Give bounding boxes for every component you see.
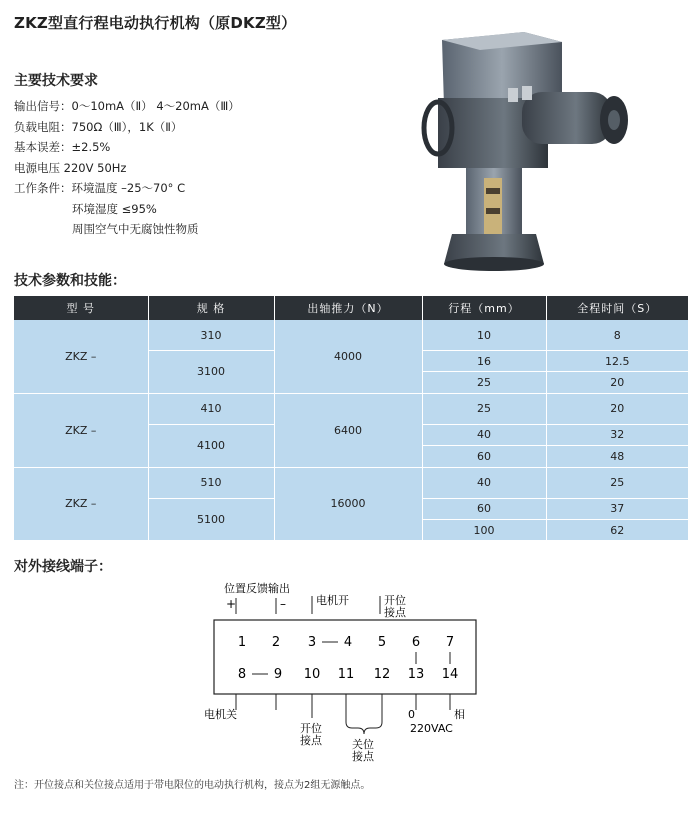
terminal-7: 7: [445, 635, 455, 650]
open-contact-bottom: 接点: [300, 734, 322, 747]
stroke-cell: 60: [422, 498, 546, 519]
req-line: 基本误差：±2.5%: [14, 140, 111, 154]
table-row: [14, 320, 688, 351]
feedback-label: 位置反馈输出: [224, 582, 290, 595]
time-cell: 25: [546, 467, 688, 498]
terminal-13: 13: [407, 667, 425, 682]
terminal-diagram: [200, 578, 490, 768]
open-contact-label: 接点: [384, 606, 406, 619]
terminal-3: 3: [307, 635, 317, 650]
time-cell: 32: [546, 424, 688, 445]
col-header: 行程（mm）: [422, 296, 546, 320]
voltage-label: 220VAC: [410, 722, 453, 735]
params-heading: 技术参数和技能：: [14, 273, 126, 289]
spec-table: [14, 296, 688, 541]
spec-cell: 510: [148, 467, 274, 498]
time-cell: 37: [546, 498, 688, 519]
minus-label: –: [280, 597, 286, 611]
plus-label: +: [226, 597, 237, 611]
time-cell: 20: [546, 393, 688, 424]
terminal-2: 2: [271, 635, 281, 650]
req-line: 电源电压 220V 50Hz: [14, 160, 127, 175]
page-title: ZKZ型直行程电动执行机构（原DKZ型）: [14, 14, 297, 32]
terminal-5: 5: [377, 635, 387, 650]
model-cell: ZKZ –: [14, 467, 148, 541]
table-row: [14, 467, 688, 498]
spec-cell: 410: [148, 393, 274, 424]
time-cell: 12.5: [546, 351, 688, 372]
stroke-cell: 25: [422, 393, 546, 424]
req-line: 输出信号：0～10mA（Ⅱ） 4～20mA（Ⅲ）: [14, 99, 240, 113]
time-cell: 48: [546, 446, 688, 467]
req-line: 环境湿度 ≤95%: [72, 201, 157, 216]
terminal-6: 6: [411, 635, 421, 650]
motor-on-label: 电机开: [316, 594, 349, 607]
actuator-photo: [412, 28, 640, 272]
stroke-cell: 10: [422, 320, 546, 351]
spec-cell: 4100: [148, 424, 274, 467]
requirements-list: [14, 96, 240, 240]
stroke-cell: 40: [422, 424, 546, 445]
close-contact-label: 关位: [352, 738, 374, 751]
req-line: 负载电阻：750Ω（Ⅲ），1K（Ⅱ）: [14, 119, 183, 134]
model-cell: ZKZ –: [14, 320, 148, 393]
stroke-cell: 100: [422, 519, 546, 540]
req-line: 周围空气中无腐蚀性物质: [72, 222, 199, 236]
zero-label: 0: [408, 708, 415, 721]
time-cell: 8: [546, 320, 688, 351]
terminal-12: 12: [373, 667, 391, 682]
terminal-14: 14: [441, 667, 459, 682]
time-cell: 20: [546, 372, 688, 393]
terminal-9: 9: [273, 667, 283, 682]
terminal-8: 8: [237, 667, 247, 682]
col-header: 出轴推力（N）: [274, 296, 422, 320]
spec-cell: 5100: [148, 498, 274, 541]
close-contact-label: 接点: [352, 750, 374, 763]
terminal-4: 4: [343, 635, 353, 650]
thrust-cell: 4000: [274, 320, 422, 393]
stroke-cell: 40: [422, 467, 546, 498]
motor-off-label: 电机关: [204, 708, 237, 721]
stroke-cell: 16: [422, 351, 546, 372]
requirements-heading: 主要技术要求: [14, 73, 98, 89]
phase-label: 相: [454, 708, 465, 721]
col-header: 全程时间（S）: [546, 296, 688, 320]
thrust-cell: 16000: [274, 467, 422, 541]
terminal-11: 11: [337, 667, 355, 682]
footnote: 注：开位接点和关位接点适用于带电限位的电动执行机构，接点为2组无源触点。: [14, 780, 371, 791]
terminal-1: 1: [237, 635, 247, 650]
col-header: 型 号: [14, 296, 148, 320]
thrust-cell: 6400: [274, 393, 422, 467]
table-row: [14, 393, 688, 424]
open-contact-label: 开位: [384, 594, 406, 607]
terminal-box: [214, 620, 476, 694]
open-contact-bottom: 开位: [300, 722, 322, 735]
stroke-cell: 25: [422, 372, 546, 393]
terminals-heading: 对外接线端子：: [14, 559, 112, 575]
time-cell: 62: [546, 519, 688, 540]
col-header: 规 格: [148, 296, 274, 320]
model-cell: ZKZ –: [14, 393, 148, 467]
terminal-10: 10: [303, 667, 321, 682]
spec-cell: 3100: [148, 351, 274, 394]
spec-cell: 310: [148, 320, 274, 351]
stroke-cell: 60: [422, 446, 546, 467]
req-line: 工作条件：环境温度 –25～70° C: [14, 181, 186, 195]
